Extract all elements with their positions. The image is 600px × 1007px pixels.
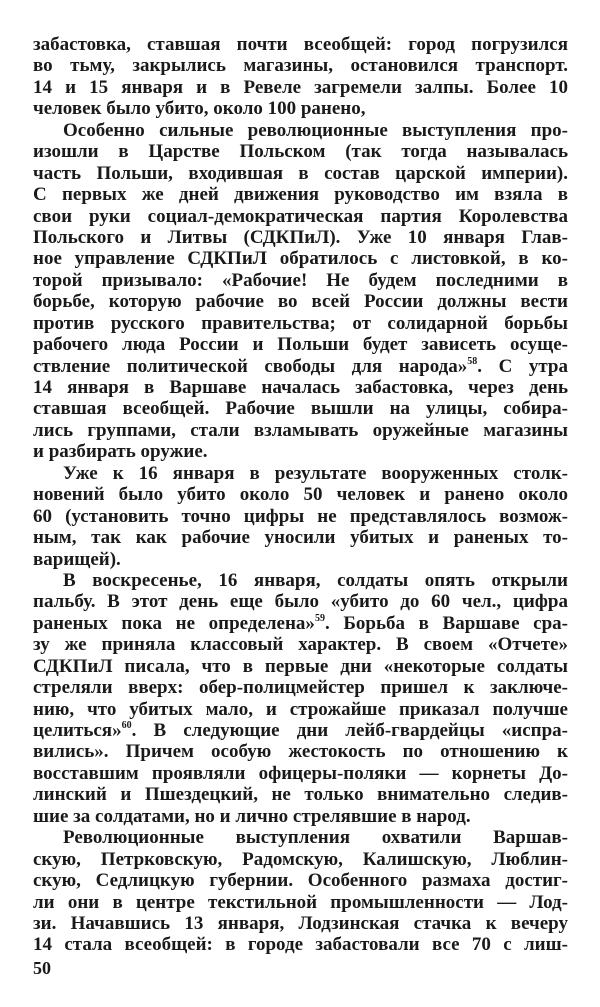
line-text: Особенно сильные революционные выступления про- bbox=[63, 119, 568, 141]
text-line bbox=[33, 334, 568, 355]
text-line bbox=[33, 206, 568, 227]
line-text: лись группами, стали взламывать оружейные магазины bbox=[33, 419, 568, 441]
text-line bbox=[33, 806, 568, 827]
text-line bbox=[33, 377, 568, 398]
line-text: СДКПиЛ писала, что в первые дни «некоторые солдаты bbox=[33, 655, 568, 677]
line-text: изошли в Царстве Польском (так тогда называлась bbox=[33, 141, 568, 163]
line-text: во тьму, закрылись магазины, остановился транспорт. bbox=[33, 55, 568, 77]
line-text: раненых пока не определена» bbox=[33, 612, 315, 634]
line-text: и разбирать оружие. bbox=[33, 441, 208, 463]
line-text: линский и Пшездецкий, не только внимательно следив- bbox=[33, 784, 568, 806]
text-line bbox=[33, 141, 568, 162]
line-text: пальбу. В этот день еще было «убито до 60 чел., цифра bbox=[33, 591, 568, 613]
paragraph-first-line bbox=[33, 120, 568, 141]
text-line bbox=[33, 741, 568, 762]
text-line bbox=[33, 506, 568, 527]
text-line bbox=[33, 55, 568, 76]
text-line bbox=[33, 763, 568, 784]
line-text: С первых же дней движения руководство им взяла в bbox=[33, 184, 568, 206]
text-line bbox=[33, 420, 568, 441]
line-text: 14 и 15 января и в Ревеле загремели залпы. Более 10 bbox=[33, 76, 568, 98]
text-line bbox=[33, 591, 568, 612]
line-text: против русского правительства; от солидарной борьбы bbox=[33, 312, 568, 334]
text-line bbox=[33, 291, 568, 312]
line-text: ствление политической свободы для народа» bbox=[33, 355, 468, 377]
footnote-reference: 60 bbox=[121, 720, 132, 731]
text-line bbox=[33, 849, 568, 870]
footnote-reference: 59 bbox=[314, 612, 325, 624]
line-text-continued: . С утра bbox=[477, 355, 568, 377]
line-text: В воскресенье, 16 января, солдаты опять открыли bbox=[63, 569, 568, 591]
text-line bbox=[33, 870, 568, 891]
line-text: вились». Причем особую жестокость по отношению к bbox=[33, 741, 568, 763]
line-text: Революционные выступления охватили Варшав- bbox=[63, 827, 568, 849]
text-line bbox=[33, 699, 568, 720]
paragraph-first-line bbox=[33, 827, 568, 848]
text-line bbox=[33, 934, 568, 955]
line-text: новений было убито около 50 человек и ранено около bbox=[33, 484, 568, 506]
line-text: восставшим проявляли офицеры-поляки — корнеты До- bbox=[33, 762, 568, 784]
text-line bbox=[33, 549, 568, 570]
line-text: зу же приняла классовый характер. В своем «Отчете» bbox=[33, 634, 568, 656]
text-line bbox=[33, 892, 568, 913]
line-text: торой призывало: «Рабочие! Не будем последними в bbox=[33, 269, 568, 291]
text-line bbox=[33, 613, 568, 634]
text-line bbox=[33, 34, 568, 55]
text-line bbox=[33, 656, 568, 677]
paragraph-first-line bbox=[33, 570, 568, 591]
line-text: ли они в центре текстильной промышленности — Лод- bbox=[33, 891, 568, 913]
paragraph-first-line bbox=[33, 463, 568, 484]
text-line bbox=[33, 184, 568, 205]
text-line bbox=[33, 163, 568, 184]
line-text: 14 января в Варшаве началась забастовка, через день bbox=[33, 377, 568, 398]
line-text: свои руки социал-демократическая партия Королевства bbox=[33, 205, 568, 227]
text-line bbox=[33, 77, 568, 98]
text-line bbox=[33, 913, 568, 934]
text-line bbox=[33, 398, 568, 419]
line-text-continued: . Борьба в Варшаве сра- bbox=[324, 612, 568, 634]
line-text-continued: . В следующие дни лейб-гвардейцы «испра- bbox=[131, 720, 568, 741]
footnote-reference: 58 bbox=[467, 355, 478, 367]
text-line bbox=[33, 441, 568, 462]
line-text: ным, так как рабочие уносили убитых и раненых то- bbox=[33, 527, 568, 549]
line-text: рабочего люда России и Польши будет зависеть осуще- bbox=[33, 334, 568, 356]
text-line bbox=[33, 527, 568, 548]
line-text: скую, Седлицкую губернии. Особенного размаха достиг- bbox=[33, 870, 568, 892]
text-line bbox=[33, 270, 568, 291]
line-text: скую, Петрковскую, Радомскую, Калишскую, Люблин- bbox=[33, 848, 568, 870]
line-text: стреляли вверх: обер-полицмейстер пришел к заключе- bbox=[33, 677, 568, 699]
text-line bbox=[33, 720, 568, 741]
line-text: забастовка, ставшая почти всеобщей: город погрузился bbox=[33, 34, 568, 55]
text-line bbox=[33, 98, 568, 119]
text-line bbox=[33, 356, 568, 377]
line-text: часть Польши, входившая в состав царской империи). bbox=[33, 162, 568, 184]
line-text: борьбе, которую рабочие во всей России должны вести bbox=[33, 291, 568, 313]
line-text: зи. Начавшись 13 января, Лодзинская стачка к вечеру bbox=[33, 912, 568, 934]
text-line bbox=[33, 677, 568, 698]
line-text: 14 стала всеобщей: в городе забастовали все 70 с лиш- bbox=[33, 934, 568, 956]
line-text: шие за солдатами, но и лично стрелявшие в народ. bbox=[33, 805, 471, 827]
text-line bbox=[33, 227, 568, 248]
text-line bbox=[33, 634, 568, 655]
page-text bbox=[33, 34, 568, 956]
line-text: Польского и Литвы (СДКПиЛ). Уже 10 января Глав- bbox=[33, 226, 568, 248]
line-text: 60 (установить точно цифры не представлялось возмож- bbox=[33, 505, 568, 527]
line-text: варищей). bbox=[33, 548, 121, 570]
text-line bbox=[33, 484, 568, 505]
line-text: нию, что убитых мало, и строжайше приказал получше bbox=[33, 698, 568, 720]
line-text: ставшая всеобщей. Рабочие вышли на улицы, собира- bbox=[33, 398, 568, 420]
text-line bbox=[33, 248, 568, 269]
page-number: 50 bbox=[33, 958, 51, 978]
text-line bbox=[33, 313, 568, 334]
line-text: ное управление СДКПиЛ обратилось с листовкой, в ко- bbox=[33, 248, 568, 270]
line-text: целиться» bbox=[33, 720, 122, 741]
line-text: Уже к 16 января в результате вооруженных столк- bbox=[63, 462, 568, 484]
text-line bbox=[33, 784, 568, 805]
line-text: человек было убито, около 100 ранено, bbox=[33, 98, 366, 120]
